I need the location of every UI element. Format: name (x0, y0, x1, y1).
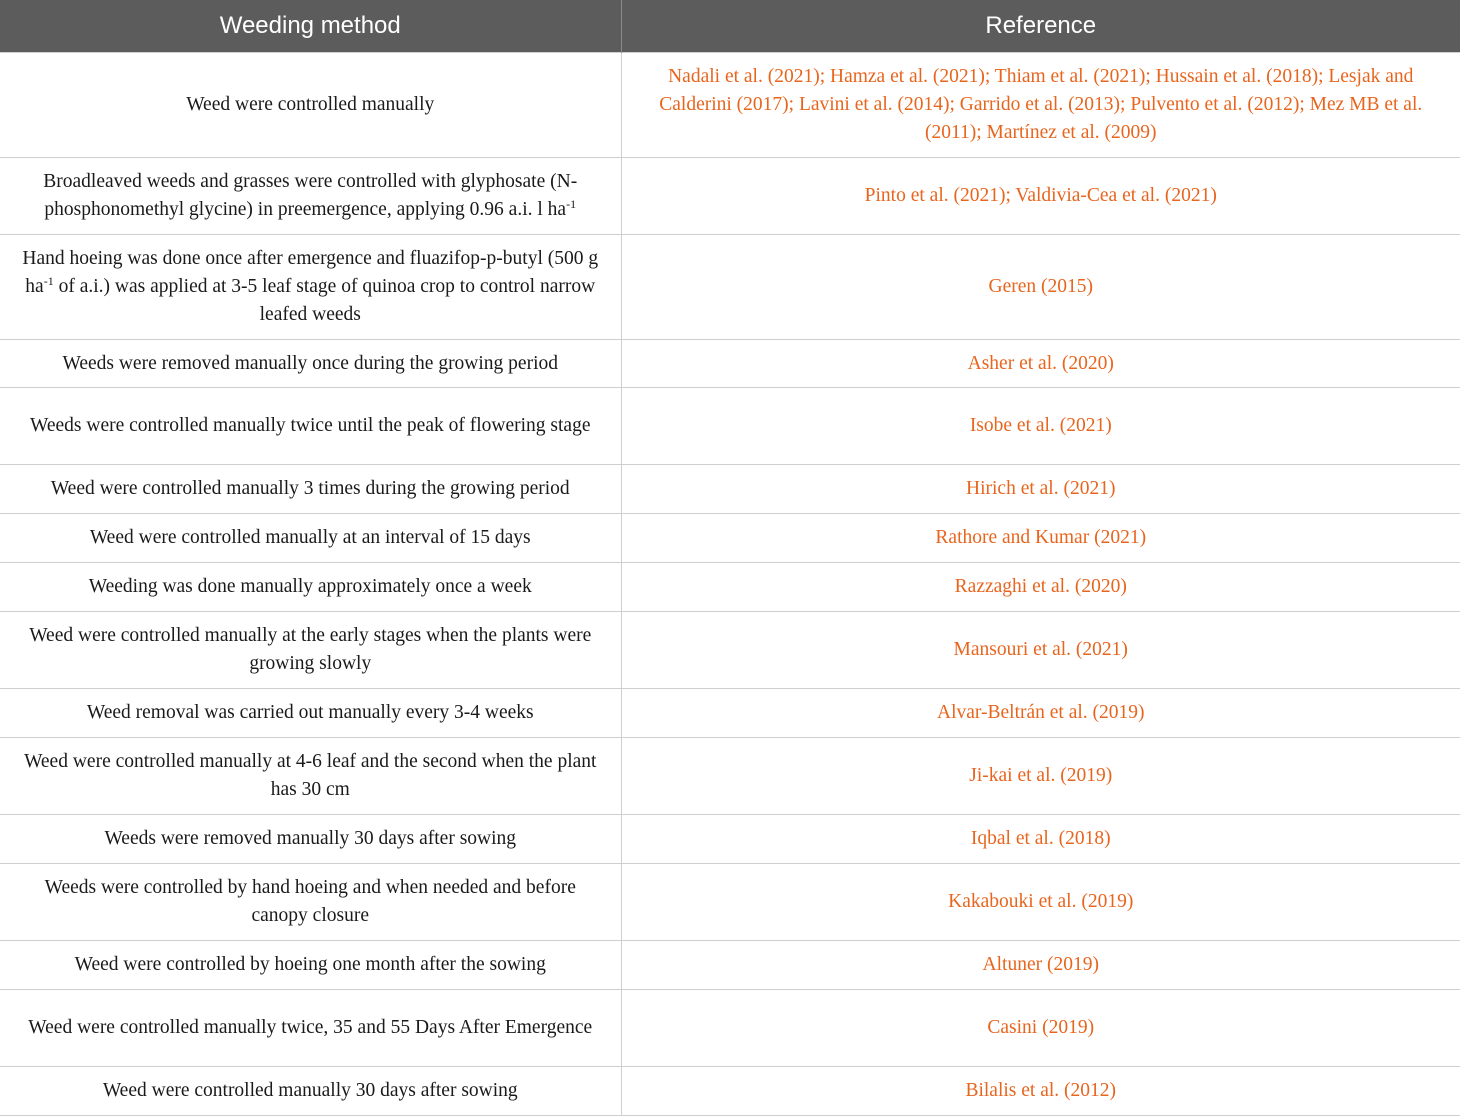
method-cell: Weeds were removed manually 30 days after sowing (0, 815, 621, 864)
table-row (0, 235, 1460, 340)
method-cell: Weed were controlled manually at 4-6 leaf and the second when the plant has 30 cm (0, 738, 621, 815)
reference-link[interactable]: Alvar-Beltrán et al. (2019) (621, 689, 1460, 738)
reference-link[interactable]: Hirich et al. (2021) (621, 465, 1460, 514)
reference-link[interactable]: Rathore and Kumar (2021) (621, 514, 1460, 563)
reference-link[interactable]: Kakabouki et al. (2019) (621, 864, 1460, 941)
table-row (0, 689, 1460, 738)
method-cell: Weed were controlled manually 3 times during the growing period (0, 465, 621, 514)
method-cell: Weed were controlled manually (0, 53, 621, 158)
reference-link[interactable]: Nadali et al. (2021); Hamza et al. (2021); Thiam et al. (2021); Hussain et al. (2018); Lesjak and Calderini (2017); Lavini et al. (2014); Garrido et al. (2013); Pulvento et al. (2012); Mez MB et al. (2011); Martínez et al. (2009) (621, 53, 1460, 158)
reference-link[interactable]: Asher et al. (2020) (621, 340, 1460, 388)
table-row (0, 864, 1460, 941)
table-row (0, 941, 1460, 990)
method-text: Hand hoeing was done once after emergence and fluazifop-p-butyl (500 g ha (22, 248, 599, 297)
reference-link[interactable]: Pinto et al. (2021); Valdivia-Cea et al. (2021) (621, 158, 1460, 235)
table-row (0, 990, 1460, 1067)
superscript: -1 (566, 197, 577, 211)
reference-link[interactable]: Altuner (2019) (621, 941, 1460, 990)
table-row (0, 465, 1460, 514)
table-row (0, 53, 1460, 158)
method-cell: Weed were controlled manually at an interval of 15 days (0, 514, 621, 563)
reference-link[interactable]: Ji-kai et al. (2019) (621, 738, 1460, 815)
method-cell (0, 235, 621, 340)
method-cell: Weeds were controlled by hand hoeing and when needed and before canopy closure (0, 864, 621, 941)
method-cell: Weeds were removed manually once during the growing period (0, 340, 621, 388)
superscript: -1 (43, 274, 54, 288)
table-row (0, 563, 1460, 612)
header-weeding-method: Weeding method (0, 0, 621, 53)
reference-link[interactable]: Razzaghi et al. (2020) (621, 563, 1460, 612)
header-row (0, 0, 1460, 53)
method-cell: Weed removal was carried out manually every 3-4 weeks (0, 689, 621, 738)
table-row (0, 1067, 1460, 1116)
method-cell: Weeding was done manually approximately once a week (0, 563, 621, 612)
method-cell: Weed were controlled manually 30 days after sowing (0, 1067, 621, 1116)
reference-link[interactable]: Isobe et al. (2021) (621, 388, 1460, 465)
table-row (0, 738, 1460, 815)
table-row (0, 158, 1460, 235)
table-row (0, 815, 1460, 864)
header-reference: Reference (621, 0, 1460, 53)
reference-link[interactable]: Mansouri et al. (2021) (621, 612, 1460, 689)
method-cell (0, 158, 621, 235)
method-cell: Weed were controlled manually at the early stages when the plants were growing slowly (0, 612, 621, 689)
reference-link[interactable]: Casini (2019) (621, 990, 1460, 1067)
table-row (0, 388, 1460, 465)
reference-link[interactable]: Iqbal et al. (2018) (621, 815, 1460, 864)
table-row (0, 514, 1460, 563)
reference-link[interactable]: Bilalis et al. (2012) (621, 1067, 1460, 1116)
method-text: Broadleaved weeds and grasses were controlled with glyphosate (N-phosphonomethyl glycine) in preemergence, applying 0.96 a.i. l ha (43, 171, 578, 220)
method-cell: Weed were controlled manually twice, 35 and 55 Days After Emergence (0, 990, 621, 1067)
table-row (0, 612, 1460, 689)
reference-link[interactable]: Geren (2015) (621, 235, 1460, 340)
method-cell: Weed were controlled by hoeing one month after the sowing (0, 941, 621, 990)
method-cell: Weeds were controlled manually twice until the peak of flowering stage (0, 388, 621, 465)
method-text: of a.i.) was applied at 3-5 leaf stage of quinoa crop to control narrow leafed weeds (53, 276, 596, 325)
table-row (0, 340, 1460, 388)
